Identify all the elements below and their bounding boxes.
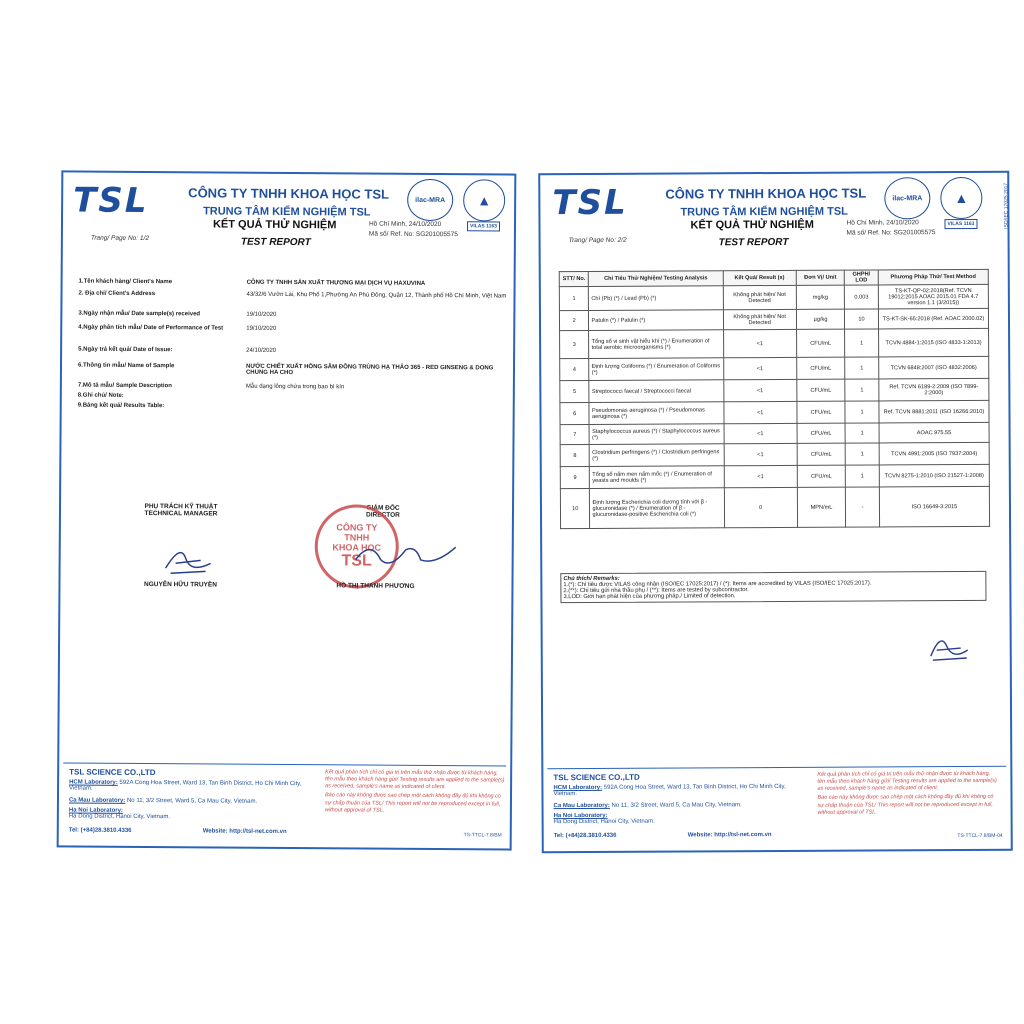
ilac-badge-icon: ilac-MRA [407, 179, 453, 221]
signature-right-icon [351, 534, 461, 575]
remarks-box [560, 571, 986, 603]
table-cell: MPN/mL [797, 487, 846, 527]
table-cell: Định lượng Escherichia coli dương tính với β - glucuronidase (*) / Enumeration of β - glucuronidase-positive Escherichia coli (*) [590, 488, 724, 529]
footer-website-link[interactable]: Website: http://tsl-net.com.vn [202, 828, 287, 836]
table-cell: 3 [560, 330, 590, 358]
table-cell: 1 [559, 286, 589, 310]
column-header: GHPH/ LOD [844, 270, 878, 285]
technical-manager-name: NGUYỄN HỮU TRUYỀN [143, 581, 217, 589]
table-cell: Patulin (*) / Patulin (*) [589, 310, 723, 331]
vilas-badge: VILAS 1163 [944, 219, 977, 229]
info-label: 9.Bảng kết quả/ Results Table: [77, 402, 165, 410]
table-cell: µg/kg [796, 309, 844, 329]
table-row [560, 464, 989, 488]
column-header: STT/ No. [559, 271, 589, 286]
iso-certificate-label: ISO/IEC 17025:2017 [1003, 182, 1010, 229]
info-label: 1.Tên khách hàng/ Client's Name [78, 278, 173, 286]
table-cell: Streptococci faecal / Streptococci faecal [589, 380, 723, 403]
form-code: TS-TTCL-7.8/BM-04 [957, 832, 1003, 840]
table-cell: 0.003 [845, 285, 879, 309]
info-value: 19/10/2020 [246, 311, 277, 318]
info-label: 3.Ngày nhận mẫu/ Date sample(s) received [78, 310, 201, 318]
table-cell: CFU/mL [796, 329, 844, 357]
company-name: CÔNG TY TNHH KHOA HỌC TSL [188, 185, 390, 202]
table-cell: 1 [845, 465, 879, 487]
table-cell: mg/kg [796, 285, 844, 309]
table-cell: 6 [560, 402, 590, 424]
report-date: Hồ Chí Minh, 24/10/2020 [846, 219, 919, 227]
accreditation-badge-icon: ▲ [940, 177, 982, 219]
hanoi-lab: Ha Noi Laboratory: Ha Dong District, Hanoi City, Vietnam. [68, 807, 171, 821]
info-row [77, 382, 503, 391]
results-table [559, 269, 990, 529]
director-title: GIÁM ĐỐC DIRECTOR [366, 504, 400, 519]
info-label: 7.Mô tả mẫu/ Sample Description [77, 382, 172, 390]
table-cell: CFU/mL [797, 465, 845, 487]
table-cell: 1 [845, 357, 879, 379]
remark-item: 1.(*): Chỉ tiêu được VILAS công nhận (ISO/IEC 17025:2017) / (*): Items are accredited by VILAS (ISO/IEC 17025:2017). [563, 580, 872, 589]
table-row [560, 442, 989, 466]
table-cell: 4 [560, 358, 590, 380]
footer-notes: Kết quả phân tích chỉ có giá trị trên mẫu thử nhận được từ khách hàng, tên mẫu theo khách hàng gửi/ Testing results are applied to the sample(s) as received, sample's name as indicated of client. Báo cáo này không được sao chép một cách không đầy đủ khi không có sự chấp thuận của TSL/ This report will not be reproduced except in full, without approval of TSL. [324, 769, 505, 814]
hcm-lab: HCM Laboratory: 592A Cong Hoa Street, Ward 13, Tan Binh District, Ho Chi Minh City, Vietnam. [69, 779, 302, 792]
page-number: Trang/ Page No: 1/2 [90, 234, 149, 243]
info-value: Mẫu dạng lỏng chứa trong bao bì kín [245, 383, 345, 391]
report-page-1 [57, 170, 517, 850]
accreditation-badge-icon: ▲ [463, 179, 505, 221]
table-cell: Chì (Pb) (*) / Lead (Pb) (*) [589, 286, 723, 311]
table-cell: Tổng số vi sinh vật hiếu khí (*) / Enumeration of total aerobic microorganisms (*) [589, 330, 723, 359]
company-name: CÔNG TY TNHH KHOA HỌC TSL [665, 185, 867, 202]
table-cell: 0 [724, 487, 798, 527]
info-row [78, 290, 507, 300]
table-cell: AOAC 975.55 [879, 422, 989, 443]
table-row [560, 422, 989, 444]
table-cell: TCVN 6848:2007 (ISO 4832:2006) [879, 356, 989, 379]
camau-lab: Ca Mau Laboratory: No 11, 3/2 Street, Ward 5, Ca Mau City, Vietnam. [553, 802, 742, 810]
center-name: TRUNG TÂM KIỂM NGHIỆM TSL [203, 205, 371, 219]
table-cell: 1 [845, 443, 879, 465]
column-header: Chỉ Tiêu Thử Nghiệm/ Testing Analysis [589, 271, 723, 287]
table-row [559, 284, 988, 310]
table-cell: 10 [845, 309, 879, 329]
vilas-badge: VILAS 1163 [467, 221, 500, 231]
info-row [78, 310, 503, 318]
info-label: 6.Thông tin mẫu/ Name of Sample [77, 362, 175, 370]
tsl-logo: TSL [73, 180, 149, 222]
page-number: Trang/ Page No: 2/2 [568, 236, 627, 245]
report-ref: Mã số/ Ref. No: SG201005575 [846, 229, 936, 237]
table-cell: <1 [723, 379, 796, 401]
report-ref: Mã số/ Ref. No: SG201005575 [368, 230, 458, 239]
company-stamp: CÔNG TY TNHH KHOA HỌC TSL [314, 504, 399, 589]
table-cell: Không phát hiện/ Not Detected [723, 309, 796, 329]
table-cell: <1 [724, 423, 797, 443]
table-row [560, 356, 989, 380]
report-subtitle: TEST REPORT [718, 236, 789, 249]
report-page-2 [538, 171, 1013, 853]
table-cell: Pseudomonas aeruginosa (*) / Pseudomonas aeruginosa (*) [589, 402, 723, 425]
table-cell: <1 [724, 465, 797, 487]
table-cell: CFU/mL [797, 379, 845, 401]
report-title: KẾT QUẢ THỬ NGHIỆM [212, 218, 337, 232]
footer-company: TSL SCIENCE CO.,LTD [69, 767, 156, 778]
info-value: 43/32/6 Vườn Lài, Khu Phố 1,Phường An Phú Đông, Quận 12, Thành phố Hồ Chí Minh, Việt Nam [246, 291, 507, 300]
table-cell: <1 [723, 401, 796, 423]
page-footer [63, 762, 507, 844]
table-cell: CFU/mL [797, 401, 845, 423]
table-cell: Tổng số nấm men nấm mốc (*) / Enumeration of yeasts and moulds (*) [590, 466, 724, 489]
column-header: Kết Quả/ Result (s) [723, 270, 796, 285]
hanoi-lab: Ha Noi Laboratory: Ha Dong District, Hanoi City, Vietnam. [553, 812, 655, 826]
table-cell: 1 [845, 423, 879, 443]
info-row [78, 324, 503, 332]
table-row [560, 400, 989, 424]
remark-item: 3.LOD: Giới hạn phát hiện của phương pháp./ Limited of detection. [563, 593, 736, 601]
table-cell: TCVN 4884-1:2015 (ISO 4833-1:2013) [878, 328, 988, 357]
table-cell: Định lượng Coliforms (*) / Enumeration of Coliforms (*) [589, 358, 723, 381]
remark-item: 2.(**): Chỉ tiêu gửi nhà thầu phụ / (**): Items are tested by subcontractor. [563, 587, 749, 595]
info-value: 19/10/2020 [246, 325, 277, 332]
footer-website-link[interactable]: Website: http://tsl-net.com.vn [687, 832, 772, 839]
center-name: TRUNG TÂM KIỂM NGHIỆM TSL [680, 205, 848, 219]
technical-manager-title: PHỤ TRÁCH KỸ THUẬT TECHNICAL MANAGER [144, 503, 218, 518]
ilac-badge-icon: ilac-MRA [884, 177, 930, 219]
info-value: CÔNG TY TNHH SẢN XUẤT THƯƠNG MẠI DỊCH VỤ HAXUVINA [246, 279, 426, 287]
footer-tel: Tel: (+84)28.3810.4336 [68, 827, 132, 834]
info-row [77, 392, 503, 399]
table-cell: 1 [845, 329, 879, 357]
info-value: 24/10/2020 [246, 347, 277, 354]
table-cell: <1 [724, 443, 797, 465]
info-label: 4.Ngày phân tích mẫu/ Date of Performance of Test [78, 324, 224, 332]
table-row [560, 378, 989, 402]
table-cell: TS-KT-SK-65:2018 (Ref. AOAC 2000.02) [878, 308, 988, 329]
table-cell: Ref. TCVN 8881:2011 (ISO 16266:2010) [879, 400, 989, 423]
table-row [560, 328, 989, 358]
column-header: Đơn Vị/ Unit [796, 270, 844, 285]
table-cell: <1 [723, 329, 797, 357]
table-cell: Không phát hiện/ Not Detected [723, 285, 796, 309]
table-cell: CFU/mL [797, 443, 845, 465]
signature-icon [923, 628, 973, 664]
table-cell: <1 [723, 357, 796, 379]
info-value [246, 404, 506, 406]
footer-notes: Kết quả phân tích chỉ có giá trị trên mẫu thử nhận được từ khách hàng, tên mẫu theo khách hàng gửi/ Testing results are applied to the sample(s) as received, sample's name as indicated of client. Báo cáo này không được sao chép một cách không đầy đủ khi không có sự chấp thuận của TSL/ This report will not be reproduced except in full, without approval of TSL. [817, 770, 997, 816]
table-cell: 5 [560, 380, 590, 402]
info-row [77, 362, 503, 377]
table-cell: 10 [560, 488, 590, 528]
table-cell: ISO 16649-3:2015 [879, 486, 989, 527]
table-row [560, 486, 989, 528]
signature-left-icon [156, 538, 216, 578]
footer-company: TSL SCIENCE CO.,LTD [553, 772, 640, 783]
table-cell: 8 [560, 444, 590, 466]
table-cell: Staphylococcus aureus (*) / Staphylococcus aureus (*) [590, 424, 724, 445]
table-cell: CFU/mL [797, 357, 845, 379]
table-cell: TS-KT-QP-02:2018(Ref. TCVN 19012:2015 AOAC 2015.01 FDA 4.7 version 1.1 (3/2015)) [878, 284, 988, 309]
report-subtitle: TEST REPORT [240, 236, 311, 249]
table-cell: 9 [560, 466, 590, 488]
table-cell: Ref. TCVN 6189-2:2009 (ISO 7899-2:2000) [879, 378, 989, 401]
table-cell: 1 [845, 379, 879, 401]
table-cell: 7 [560, 424, 590, 444]
table-cell: 1 [845, 401, 879, 423]
page-footer [547, 766, 1006, 847]
info-row [78, 346, 503, 354]
camau-lab: Ca Mau Laboratory: No 11, 3/2 Street, Ward 5, Ca Mau City, Vietnam. [68, 797, 258, 805]
info-row [78, 278, 504, 287]
column-header: Phương Pháp Thử/ Test Method [878, 269, 988, 285]
table-cell: - [846, 487, 880, 527]
hcm-lab: HCM Laboratory: 592A Cong Hoa Street, Ward 13, Tan Binh District, Ho Chi Minh City, Vietnam. [553, 783, 786, 798]
info-label: 2. Địa chỉ/ Client's Address [78, 290, 156, 298]
director-name: HỒ THỊ THANH PHƯƠNG [336, 582, 415, 590]
info-label: 5.Ngày trả kết quả/ Date of Issue: [78, 346, 173, 354]
table-cell: 2 [559, 310, 589, 330]
footer-tel: Tel: (+84)28.3810.4336 [553, 832, 617, 840]
info-value [246, 394, 506, 396]
remarks-title: Chú thích/ Remarks: [563, 575, 620, 583]
table-cell: TCVN 8275-1:2010 (ISO 21527-1:2008) [879, 464, 989, 487]
info-row [77, 402, 503, 410]
report-title: KẾT QUẢ THỬ NGHIỆM [690, 218, 814, 232]
info-label: 8.Ghi chú/ Note: [77, 392, 124, 399]
form-code: TS-TTCL-7.8/BM [463, 832, 502, 839]
table-cell: TCVN 4991:2005 (ISO 7937:2004) [879, 442, 989, 465]
table-row [559, 308, 988, 330]
table-cell: Clostridium perfringens (*) / Clostridium perfringens (*) [590, 444, 724, 467]
info-value: NƯỚC CHIẾT XUẤT HỒNG SÂM ĐÔNG TRÙNG HẠ THẢO 365 - RED GINSENG & DONG CHUNG HA CHO [245, 363, 494, 377]
tsl-logo: TSL [552, 182, 628, 224]
report-date: Hồ Chí Minh, 24/10/2020 [368, 220, 442, 229]
table-cell: CFU/mL [797, 423, 845, 443]
